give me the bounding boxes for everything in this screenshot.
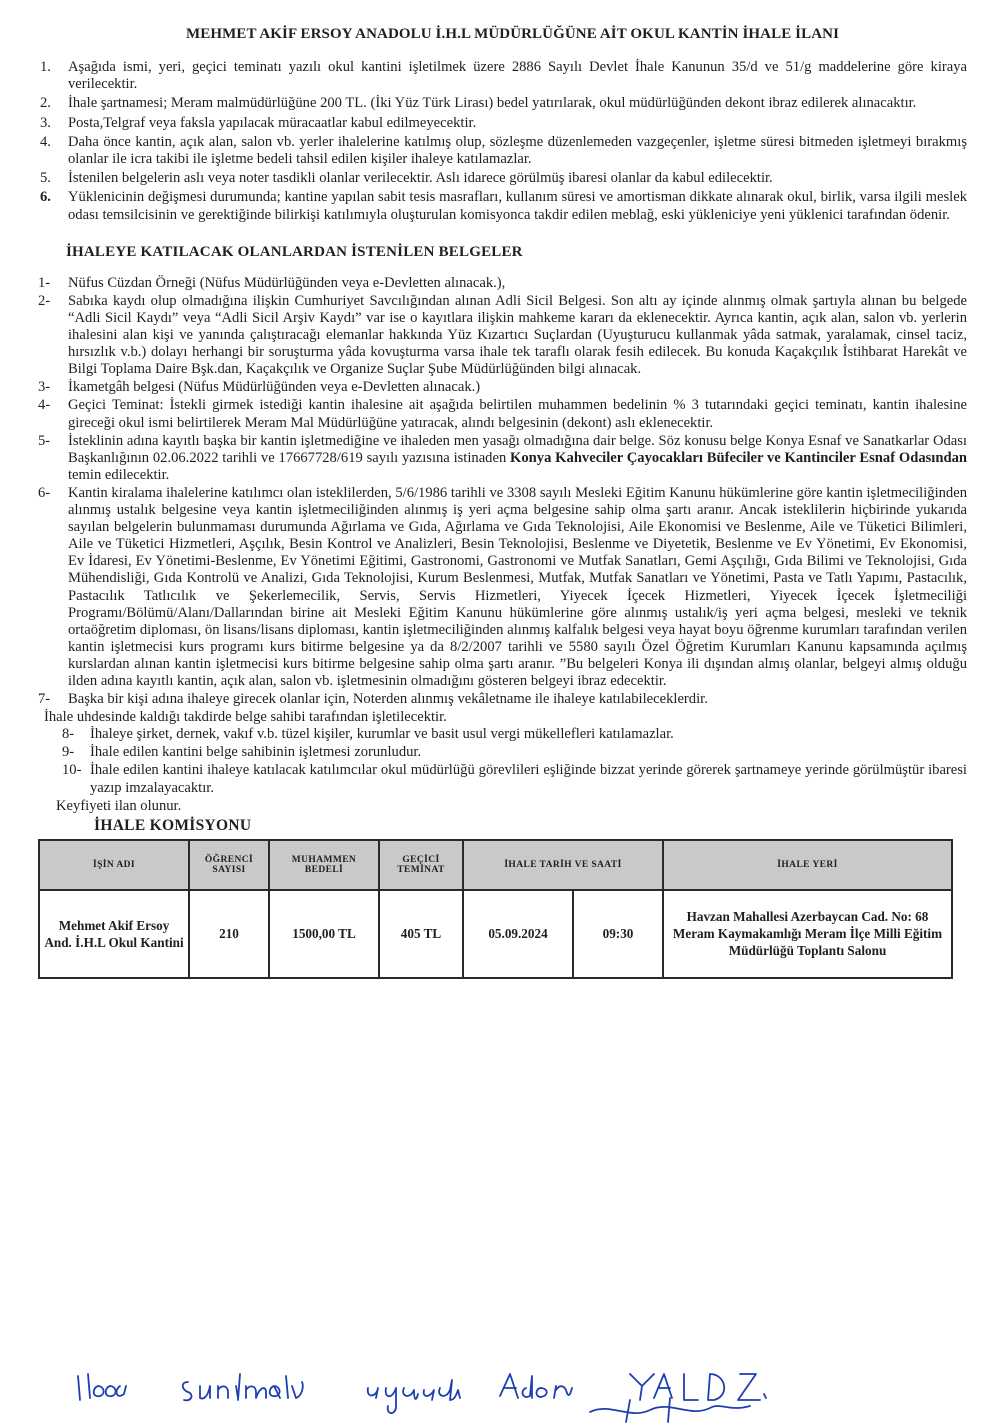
header-guarantee: GEÇİCİ TEMİNAT <box>379 840 463 890</box>
item-text: Aşağıda ismi, yeri, geçici teminatı yazılı okul kantini işletilmek üzere 2886 Sayılı Devlet İhale Kanunun 35/d ve 51/g maddelerine göre kiraya verilecektir. <box>68 59 967 93</box>
list-item <box>38 397 967 431</box>
list-item <box>38 379 967 396</box>
cell-time: 09:30 <box>573 890 663 978</box>
item-number: 8- <box>62 726 75 743</box>
item-number: 4- <box>38 397 51 414</box>
list-item <box>38 762 967 796</box>
list-item <box>38 59 967 93</box>
cell-student-count: 210 <box>189 890 269 978</box>
sub-line: İhale uhdesinde kaldığı takdirde belge sahibi tarafından işletilecektir. <box>44 709 447 726</box>
item-text: Yüklenicinin değişmesi durumunda; kantine yapılan sabit tesis masrafları, kullanım süresi ve amortisman dikkate alınarak okul, birlik, varsa ilgili meslek odası temsilcisinin ve gerektiğinde bilirkişi katılımıyla oluşturulan komisyonca takdir edilen meblağ, eski yükleniciye yeni yüklenici tarafından ödenir. <box>68 189 967 223</box>
item-number: 2. <box>40 95 51 112</box>
item-text: Kantin kiralama ihalelerine katılımcı olan isteklilerden, 5/6/1986 tarihli ve 3308 sayılı Mesleki Eğitim Kanunu hükümlerine göre kantin işletmeciliğinden alınmış ustalık belgesine veya kantin işletmeciliğinden alınmış iş yeri açma belgesine sahip olma şartı aranır. Ancak isteklilerin hiçbirinde yukarıda sayılan belgelerin bulunmaması durumunda Ağırlama ve Gıda, Ağırlama ve Gıda Teknolojisi, Aile Ekonomisi ve Beslenme, Aile ve Tüketici Bilimleri, Aile ve Tüketici Hizmetleri, Aşçılık, Besin Kontrol ve Analizleri, Besin Teknolojisi, Beslenme ve Diyetetik, Beslenme ve Ev Yönetimi, Ev Ekonomisi, Ev İdaresi, Ev Yönetimi-Beslenme, Ev Yönetimi Eğitimi, Gastronomi, Gastronomi ve Mutfak Sanatları, Gemi Aşçılığı, Gıda Bilimi ve Teknolojisi, Gıda Mühendisliği, Gıda Kontrolü ve Analizi, Gıda Teknolojisi, Kurum Beslenmesi, Mutfak, Mutfak Sanatları ve Yönetimi, Pasta ve Tatlı Yapımı, Pastacılık, Pastacılık Tatlıcılık ve Şekerlemecilik, Servis, Servis Hizmetleri, Yiyecek İçecek Hizmetleri, Yiyecek İçecek İşletmeciliği Programı/Bölümü/Alanı/Dallarından birine ait Mesleki Eğitim Kanunu hükümlerine göre alınmış ustalık/iş yeri açma belgesi, mesleki ve teknik ortaöğretim diploması, ön lisans/lisans diploması, kantin işletmeciliğinden alınmış kalfalık belgesi veya hayat boyu öğrenme kurumları tarafından verilen kantin işletmecisi kurs programı kurs bitirme belgesine ya da 8/2/2007 tarihli ve 5580 sayılı Özel Öğretim Kurumları Kanunu kapsamında açılmış kurslardan alınan kantin işletmecisi kurs bitirme belgesine sahip olma şartı aranır. ”Bu belgeleri Konya ili dışından almış olanlar, belgeyi almış olduğu ilden adına kayıtlı kantin, açık alan, salon vb. işletmesinin olmadığını gösteren belgeyi ibraz edecektir. <box>68 484 967 689</box>
cell-guarantee: 405 TL <box>379 890 463 978</box>
closing-note: Keyfiyeti ilan olunur. <box>56 797 182 814</box>
cell-job-name: Mehmet Akif Ersoy And. İ.H.L Okul Kantini <box>39 890 189 978</box>
additional-rules-list <box>38 726 967 796</box>
item-text: İstenilen belgelerin aslı veya noter tasdikli olanlar verilecektir. Aslı idarece görülmüş ibaresi olanlar da kabul edilecektir. <box>68 170 773 187</box>
item-number: 1- <box>38 274 51 291</box>
item-number: 2- <box>38 292 51 309</box>
list-item <box>38 485 967 690</box>
item-text: İhale edilen kantini ihaleye katılacak katılımcılar okul müdürlüğü görevlileri eşliğinde bizzat yerinde görerek şartnameye yerinde görülmüştür ibaresi yazıp imzalayacaktır. <box>90 762 967 796</box>
header-date-time: İHALE TARİH VE SAATİ <box>463 840 663 890</box>
item-text-end: temin edilecektir. <box>68 466 170 483</box>
header-student-count: ÖĞRENCİ SAYISI <box>189 840 269 890</box>
list-item <box>38 189 967 223</box>
item-text: Başka bir kişi adına ihaleye girecek olanlar için, Noterden alınmış vekâletname ile ihaleye katılabileceklerdir. <box>68 691 708 708</box>
item-number: 3. <box>40 114 51 131</box>
item-text: Geçici Teminat: İstekli girmek istediği kantin ihalesine ait aşağıda belirtilen muhammen bedelinin % 3 tutarındaki geçici teminatı, kantin ihalesine gireceği okul ismi belirtilerek Meram Mal Müdürlüğüne yatıracak, alındı belgesinin (dekont) aslı eklenecektir. <box>68 397 967 431</box>
header-job-name: İŞİN ADI <box>39 840 189 890</box>
item-number: 4. <box>40 133 51 150</box>
item-bold-text: Konya Kahveciler Çayocakları Büfeciler ve Kantinciler Esnaf Odasından <box>510 449 967 466</box>
list-item <box>38 433 967 484</box>
section-heading: İHALEYE KATILACAK OLANLARDAN İSTENİLEN BELGELER <box>66 243 523 260</box>
list-item <box>38 726 967 743</box>
item-text: İkametgâh belgesi (Nüfus Müdürlüğünden veya e-Devletten alınacak.) <box>68 379 481 396</box>
handwritten-signature <box>70 1352 770 1428</box>
header-estimated-price: MUHAMMEN BEDELİ <box>269 840 379 890</box>
item-text: İhale edilen kantini belge sahibinin işletmesi zorunludur. <box>90 744 422 761</box>
item-number: 5. <box>40 170 51 187</box>
item-text: İhaleye şirket, dernek, vakıf v.b. tüzel kişiler, kurumlar ve basit usul vergi mükellefleri katılamazlar. <box>90 726 674 743</box>
item-number: 6. <box>40 189 51 206</box>
list-item <box>38 115 967 132</box>
item-text: İhale şartnamesi; Meram malmüdürlüğüne 200 TL. (İki Yüz Türk Lirası) bedel yatırılarak, okul müdürlüğünden dekont ibraz edilerek alınacaktır. <box>68 95 917 112</box>
tender-table <box>38 839 953 979</box>
cell-estimated-price: 1500,00 TL <box>269 890 379 978</box>
item-number: 10- <box>62 762 82 779</box>
item-number: 1. <box>40 59 51 75</box>
item-number: 5- <box>38 432 51 449</box>
table-row <box>39 890 952 978</box>
cell-location: Havzan Mahallesi Azerbaycan Cad. No: 68 Meram Kaymakamlığı Meram İlçe Milli Eğitim Müdürlüğü Toplantı Salonu <box>663 890 952 978</box>
list-item <box>38 170 967 187</box>
item-text: İsteklinin adına kayıtlı başka bir kantin işletmediğine ve ihaleden men yasağı olmadığına dair belge. Söz konusu belge Konya Esnaf ve Sanatkarlar Odası Başkanlığının 02.06.2022 tarihli ve 17667728/619 sayılı yazısına istinaden <box>68 432 967 466</box>
list-item <box>38 744 967 761</box>
list-item <box>38 293 967 378</box>
item-text: Nüfus Cüzdan Örneği (Nüfus Müdürlüğünden veya e-Devletten alınacak.), <box>68 274 506 291</box>
required-documents-list <box>38 275 967 708</box>
list-item <box>38 275 967 292</box>
table-header-row <box>39 840 952 890</box>
item-number: 7- <box>38 691 51 708</box>
item-number: 3- <box>38 379 51 396</box>
page-title: MEHMET AKİF ERSOY ANADOLU İ.H.L MÜDÜRLÜĞÜNE AİT OKUL KANTİN İHALE İLANI <box>185 26 840 42</box>
list-item <box>38 134 967 168</box>
item-number: 6- <box>38 484 51 501</box>
intro-list <box>38 59 967 224</box>
cell-date: 05.09.2024 <box>463 890 573 978</box>
item-text: Daha önce kantin, açık alan, salon vb. yerler ihalelerine katılmış olup, sözleşme düzenlemeden vazgeçenler, işletme süresi bitmeden işletmeyi bırakmış olanlar ile icra takibi ile işletme bedeli tahsil edilen kişiler ihaleye katılamazlar. <box>68 133 967 168</box>
list-item <box>38 95 967 112</box>
item-text: Sabıka kaydı olup olmadığına ilişkin Cumhuriyet Savcılığından alınan Adli Sicil Belgesi. Son altı ay içinde alınmış olmak şartıyla alınan bu belgede “Adli Sicil Kaydı” veya “Adli Sicil Arşiv Kaydı” var ise o kayıtlara ilişkin mahkeme kararı da eklenecektir. Ayrıca kantin, açık alan, salon vb. yerlerin ihalesini alan kişi ve yanında çalıştıracağı elemanlar hakkında Yüz Kızartıcı Suçlardan (Uyuşturucu kullanmak yâda satmak, yaralamak, cinsel taciz, hırsızlık v.b.) dolayı herhangi bir soruşturma yâda kovuşturma varsa ihale tek taraflı olarak fesih edilecek. Bu konuda Kaçakçılık İstihbarat Harekât ve Bilgi Toplama Daire Bşk.dan, Kaçakçılık ve Organize Suçlar Şube Müdürlüğünden bilgi alınacak. <box>68 292 967 378</box>
item-number: 9- <box>62 744 75 761</box>
item-text: Posta,Telgraf veya faksla yapılacak müracaatlar kabul edilmeyecektir. <box>68 114 477 131</box>
commission-heading: İHALE KOMİSYONU <box>94 816 252 834</box>
header-location: İHALE YERİ <box>663 840 952 890</box>
list-item <box>38 691 967 708</box>
